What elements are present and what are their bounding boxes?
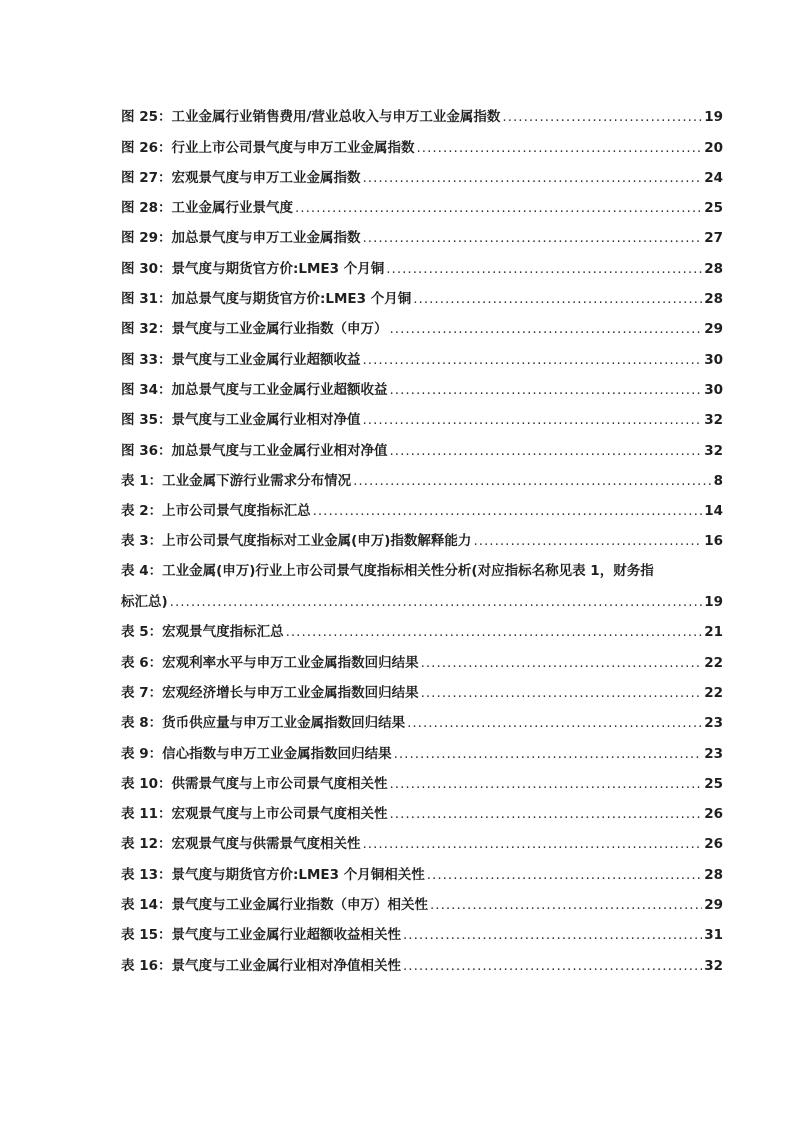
- toc-page-number: 21: [704, 624, 723, 641]
- toc-page-number: 25: [704, 775, 723, 792]
- toc-entry[interactable]: [121, 853, 723, 883]
- toc-dot-leader: [390, 381, 703, 399]
- toc-page-number: 32: [704, 442, 723, 459]
- toc-entry-label: 表 15：景气度与工业金属行业超额收益相关性: [121, 927, 401, 944]
- toc-entry-label: 表 10：供需景气度与上市公司景气度相关性: [121, 775, 388, 792]
- toc-dot-leader: [386, 260, 702, 278]
- toc-entry-label: 表 12：宏观景气度与供需景气度相关性: [121, 836, 361, 853]
- toc-dot-leader: [421, 654, 703, 672]
- toc-entry[interactable]: [121, 672, 723, 702]
- toc-entry[interactable]: [121, 217, 723, 247]
- toc-entry-label: 表 3：上市公司景气度指标对工业金属(申万)指数解释能力: [121, 533, 472, 550]
- toc-dot-leader: [421, 684, 703, 702]
- toc-dot-leader: [403, 926, 702, 944]
- toc-page-number: 26: [704, 806, 723, 823]
- toc-page-number: 29: [704, 321, 723, 338]
- toc-page-number: 28: [704, 866, 723, 883]
- toc-page-number: 22: [704, 684, 723, 701]
- toc-entry[interactable]: [121, 763, 723, 793]
- toc-dot-leader: [403, 957, 702, 975]
- toc-dot-leader: [473, 532, 702, 550]
- toc-entry-label: 表 11：宏观景气度与上市公司景气度相关性: [121, 806, 388, 823]
- toc-dot-leader: [313, 502, 703, 520]
- toc-dot-leader: [363, 169, 703, 187]
- toc-entry-label: 图 33：景气度与工业金属行业超额收益: [121, 351, 361, 368]
- toc-entry-label: 图 31：加总景气度与期货官方价:LME3 个月铜: [121, 291, 412, 308]
- toc-entry[interactable]: [121, 641, 723, 671]
- toc-entry[interactable]: [121, 187, 723, 217]
- toc-page-number: 19: [704, 109, 723, 126]
- toc-entry[interactable]: [121, 278, 723, 308]
- toc-page-number: 23: [704, 715, 723, 732]
- toc-page-number: 28: [704, 260, 723, 277]
- toc-dot-leader: [390, 320, 703, 338]
- toc-entry[interactable]: [121, 460, 723, 490]
- toc-entry-label: 图 25：工业金属行业销售费用/营业总收入与申万工业金属指数: [121, 109, 501, 126]
- toc-page-number: 28: [704, 291, 723, 308]
- toc-entry-label: 图 35：景气度与工业金属行业相对净值: [121, 412, 361, 429]
- toc-entry[interactable]: [121, 369, 723, 399]
- toc-entry-label: 表 16：景气度与工业金属行业相对净值相关性: [121, 957, 401, 974]
- toc-dot-leader: [363, 411, 703, 429]
- toc-entry-label: 表 4：工业金属(申万)行业上市公司景气度指标相关性分析(对应指标名称见表 1，财务指: [121, 563, 654, 580]
- toc-dot-leader: [363, 351, 703, 369]
- toc-dot-leader: [295, 199, 702, 217]
- toc-entry-label: 图 26：行业上市公司景气度与申万工业金属指数: [121, 139, 415, 156]
- toc-entry[interactable]: [121, 247, 723, 277]
- toc-page-number: 26: [704, 836, 723, 853]
- toc-entry[interactable]: [121, 399, 723, 429]
- toc-entry[interactable]: [121, 429, 723, 459]
- toc-page-number: 20: [704, 139, 723, 156]
- toc-page-number: 32: [704, 957, 723, 974]
- toc-entry[interactable]: [121, 732, 723, 762]
- toc-dot-leader: [390, 775, 703, 793]
- toc-entry-label: 图 29：加总景气度与申万工业金属指数: [121, 230, 361, 247]
- toc-page-number: 30: [704, 381, 723, 398]
- toc-page-number: 29: [704, 897, 723, 914]
- toc-entry[interactable]: [121, 550, 723, 611]
- toc-entry[interactable]: [121, 520, 723, 550]
- toc-page-number: 31: [704, 927, 723, 944]
- toc-entry-label: 表 8：货币供应量与申万工业金属指数回归结果: [121, 715, 406, 732]
- toc-entry-label: 表 6：宏观利率水平与申万工业金属指数回归结果: [121, 654, 419, 671]
- toc-entry-label: 图 32：景气度与工业金属行业指数（申万）: [121, 321, 388, 338]
- toc-dot-leader: [363, 835, 703, 853]
- toc-dot-leader: [417, 139, 703, 157]
- toc-dot-leader: [427, 866, 702, 884]
- toc-dot-leader: [353, 472, 712, 490]
- toc-dot-leader: [390, 805, 703, 823]
- toc-entry-label: 表 13：景气度与期货官方价:LME3 个月铜相关性: [121, 866, 425, 883]
- toc-entry-label: 表 1：工业金属下游行业需求分布情况: [121, 472, 352, 489]
- toc-entry[interactable]: [121, 126, 723, 156]
- toc-page-number: 19: [704, 594, 723, 611]
- toc-entry[interactable]: [121, 96, 723, 126]
- toc-entry[interactable]: [121, 338, 723, 368]
- toc-entry[interactable]: [121, 702, 723, 732]
- toc-entry-label: 表 5：宏观景气度指标汇总: [121, 624, 284, 641]
- toc-page-number: 16: [704, 533, 723, 550]
- toc-page-number: 22: [704, 654, 723, 671]
- toc-entry-label: 表 2：上市公司景气度指标汇总: [121, 503, 311, 520]
- toc-page-number: 24: [704, 169, 723, 186]
- toc-page-number: 23: [704, 745, 723, 762]
- toc-entry-label: 图 30：景气度与期货官方价:LME3 个月铜: [121, 260, 385, 277]
- toc-entry[interactable]: [121, 884, 723, 914]
- toc-entry-label: 图 27：宏观景气度与申万工业金属指数: [121, 169, 361, 186]
- toc-entry[interactable]: [121, 308, 723, 338]
- toc-page-number: 27: [704, 230, 723, 247]
- toc-entry[interactable]: [121, 490, 723, 520]
- toc-entry[interactable]: [121, 944, 723, 974]
- toc-page-number: 25: [704, 200, 723, 217]
- toc-page-number: 32: [704, 412, 723, 429]
- toc-dot-leader: [363, 229, 703, 247]
- toc-entry-label-continued: 标汇总): [121, 594, 168, 611]
- toc-entry[interactable]: [121, 914, 723, 944]
- toc-entry-label: 图 36：加总景气度与工业金属行业相对净值: [121, 442, 388, 459]
- toc-entry-label: 图 28：工业金属行业景气度: [121, 200, 293, 217]
- toc-dot-leader: [286, 623, 703, 641]
- toc-entry-label: 表 14：景气度与工业金属行业指数（申万）相关性: [121, 897, 428, 914]
- toc-dot-leader: [390, 442, 703, 460]
- toc-entry[interactable]: [121, 823, 723, 853]
- toc-dot-leader: [394, 745, 703, 763]
- toc-page-number: 30: [704, 351, 723, 368]
- toc-dot-leader: [502, 108, 702, 126]
- toc-entry-label: 表 7：宏观经济增长与申万工业金属指数回归结果: [121, 684, 419, 701]
- toc-dot-leader: [430, 896, 702, 914]
- toc-dot-leader: [407, 714, 702, 732]
- toc-entry-label: 图 34：加总景气度与工业金属行业超额收益: [121, 381, 388, 398]
- toc-page-number: 8: [713, 472, 723, 489]
- toc-entry[interactable]: [121, 611, 723, 641]
- toc-entry[interactable]: [121, 157, 723, 187]
- toc-dot-leader: [413, 290, 702, 308]
- toc-dot-leader: [170, 593, 703, 611]
- toc-entry-continuation: [121, 581, 723, 611]
- toc-page-number: 14: [704, 503, 723, 520]
- toc-entry-label: 表 9：信心指数与申万工业金属指数回归结果: [121, 745, 392, 762]
- toc-entry[interactable]: [121, 793, 723, 823]
- table-of-contents: [121, 96, 723, 975]
